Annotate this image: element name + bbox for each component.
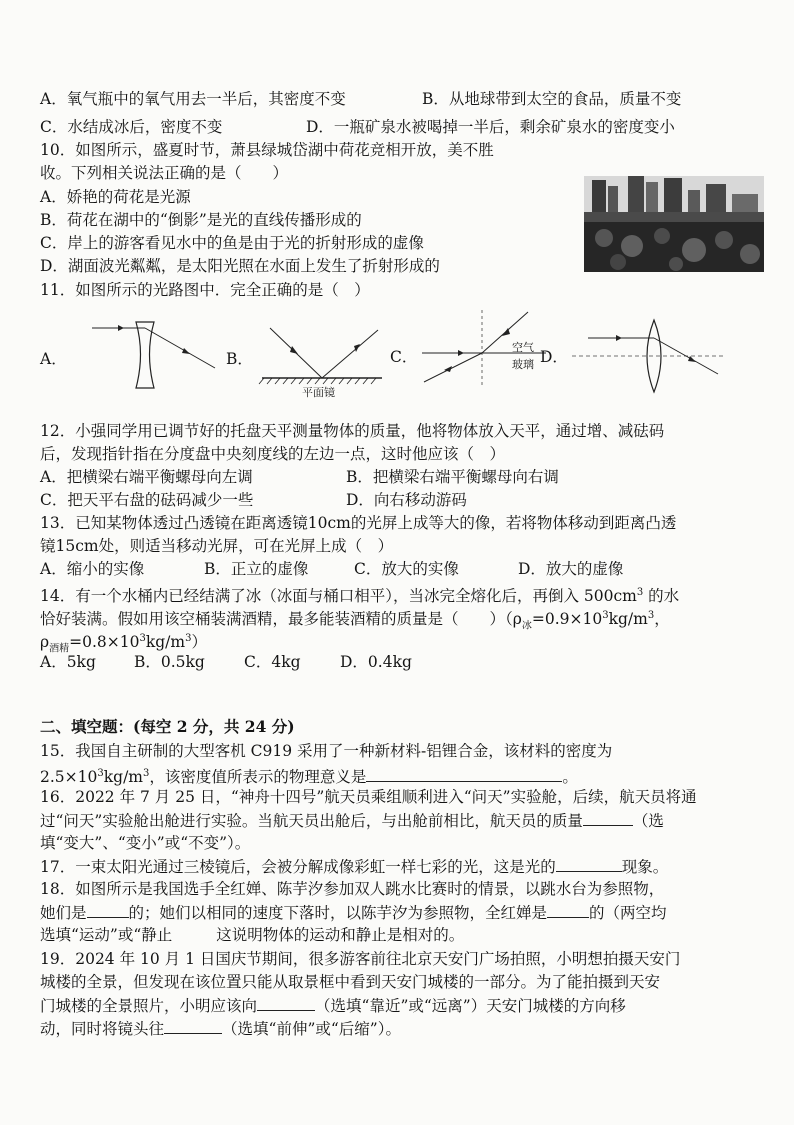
- q9-option-a: A．氧气瓶中的氧气用去一半后，其密度不变: [40, 90, 346, 108]
- q10-option-c: C．岸上的游客看见水中的鱼是由于光的折射形成的虚像: [40, 234, 424, 252]
- q14-option-d: D．0.4kg: [340, 653, 412, 671]
- q14-option-c: C．4kg: [244, 653, 301, 671]
- q14-option-b: B．0.5kg: [134, 653, 205, 671]
- q12-option-b: B．把横梁右端平衡螺母向右调: [346, 468, 559, 486]
- q13-option-a: A．缩小的实像: [40, 560, 145, 578]
- q19-line2: 城楼的全景，但发现在该位置只能从取景框中看到天安门城楼的一部分。为了能拍摄到天安: [40, 973, 661, 991]
- lotus-lake-photo: [584, 176, 764, 272]
- q11-diagram-a-concave-lens: [90, 316, 220, 396]
- q19-line3: 门城楼的全景照片，小明应该向 （选填“靠近”或“远离”）天安门城楼的方向移: [40, 994, 626, 1017]
- q14-stem-line1: 14．有一个水桶内已经结满了冰（冰面与桶口相平），当冰完全熔化后，再倒入 $500cm^3$ 的水: [40, 587, 680, 606]
- q15-answer-blank[interactable]: [366, 765, 562, 782]
- q14-stem-line3: $\rho_{酒精}=0.8\times 10^3kg/m^3$）: [40, 633, 207, 655]
- q19-line4: 动，同时将镜头往 （选填“前伸”或“后缩”）。: [40, 1017, 401, 1040]
- q13-stem-line2: 镜15cm处，则适当移动光屏，可在光屏上成（ ）: [40, 537, 394, 555]
- air-label: 空气: [512, 341, 534, 354]
- q14-stem-line2: 恰好装满。假如用该空桶装满酒精，最多能装酒精的质量是（ ）（$\rho_冰=0.9\times 10^3kg/m^3$，: [40, 610, 670, 632]
- q11-label-a: A．: [40, 350, 67, 368]
- q11-diagram-d-convex-lens: [568, 316, 728, 396]
- q9-option-d: D．一瓶矿泉水被喝掉一半后，剩余矿泉水的密度变小: [306, 118, 675, 136]
- q12-option-a: A．把横梁右端平衡螺母向左调: [40, 468, 253, 486]
- q12-stem-line2: 后，发现指针指在分度盘中央刻度线的左边一点，这时他应该（ ）: [40, 445, 506, 463]
- q11-label-d: D．: [540, 348, 568, 366]
- q19-answer-blank-2[interactable]: [164, 1017, 222, 1034]
- q15-line2: $2.5\times 10^3kg/m^3$，该密度值所表示的物理意义是 。: [40, 763, 578, 788]
- q18-answer-blank-2[interactable]: [547, 901, 589, 918]
- q10-option-d: D．湖面波光粼粼，是太阳光照在水面上发生了折射形成的: [40, 257, 440, 275]
- q11-label-b: B．: [226, 350, 253, 368]
- q13-stem-line1: 13．已知某物体透过凸透镜在距离透镜10cm的光屏上成等大的像，若将物体移动到距离凸透: [40, 514, 677, 532]
- q18-line3: 选填“运动”或“静止 这说明物体的运动和静止是相对的。: [40, 926, 465, 944]
- q11-label-c: C．: [390, 348, 418, 366]
- q10-stem-line2: 收。下列相关说法正确的是（ ）: [40, 164, 289, 182]
- q12-stem-line1: 12．小强同学用已调节好的托盘天平测量物体的质量，他将物体放入天平，通过增、减砝码: [40, 422, 665, 440]
- q13-option-d: D．放大的虚像: [518, 560, 624, 578]
- q10-option-a: A．娇艳的荷花是光源: [40, 188, 191, 206]
- q10-option-b: B．荷花在湖中的“倒影”是光的直线传播形成的: [40, 211, 362, 229]
- q18-line2: 她们是 的；她们以相同的速度下落时，以陈芋汐为参照物，全红婵是 的（两空均: [40, 901, 667, 924]
- glass-label: 玻璃: [512, 358, 534, 371]
- q10-stem-line1: 10．如图所示，盛夏时节，萧县绿城岱湖中荷花竞相开放，美不胜: [40, 141, 494, 159]
- q9-option-c: C．水结成冰后，密度不变: [40, 118, 223, 136]
- q16-line1: 16．2022 年 7 月 25 日，“神舟十四号”航天员乘组顺利进入“问天”实验舱，后续，航天员将通: [40, 788, 697, 806]
- q13-option-b: B．正立的虚像: [204, 560, 309, 578]
- q12-option-d: D．向右移动游码: [346, 491, 467, 509]
- q17-line1: 17．一束太阳光通过三棱镜后，会被分解成像彩虹一样七彩的光，这是光的 现象。: [40, 855, 668, 878]
- q11-stem: 11．如图所示的光路图中．完全正确的是（ ）: [40, 281, 370, 299]
- q15-line1: 15．我国自主研制的大型客机 C919 采用了一种新材料-铝锂合金，该材料的密度为: [40, 742, 613, 760]
- mirror-label: 平面镜: [302, 386, 335, 399]
- q16-answer-blank[interactable]: [583, 809, 633, 826]
- q19-line1: 19．2024 年 10 月 1 日国庆节期间，很多游客前往北京天安门广场拍照，小明想拍摄天安门: [40, 950, 681, 968]
- section-2-title: 二、填空题：(每空 2 分，共 24 分): [40, 717, 295, 736]
- q17-answer-blank[interactable]: [556, 855, 622, 872]
- q16-line2: 过“问天”实验舱出舱进行实验。当航天员出舱后，与出舱前相比，航天员的质量 （选: [40, 809, 664, 832]
- q18-line1: 18．如图所示是我国选手全红婵、陈芋汐参加双人跳水比赛时的情景，以跳水台为参照物，: [40, 880, 665, 898]
- q18-answer-blank-1[interactable]: [87, 901, 129, 918]
- q16-line3: 填“变大”、“变小”或“不变”）。: [40, 834, 251, 852]
- q19-answer-blank-1[interactable]: [257, 994, 315, 1011]
- q12-option-c: C．把天平右盘的砝码减少一些: [40, 491, 254, 509]
- q14-option-a: A．5kg: [40, 653, 96, 671]
- q13-option-c: C．放大的实像: [354, 560, 459, 578]
- q9-option-b: B．从地球带到太空的食品，质量不变: [422, 90, 682, 108]
